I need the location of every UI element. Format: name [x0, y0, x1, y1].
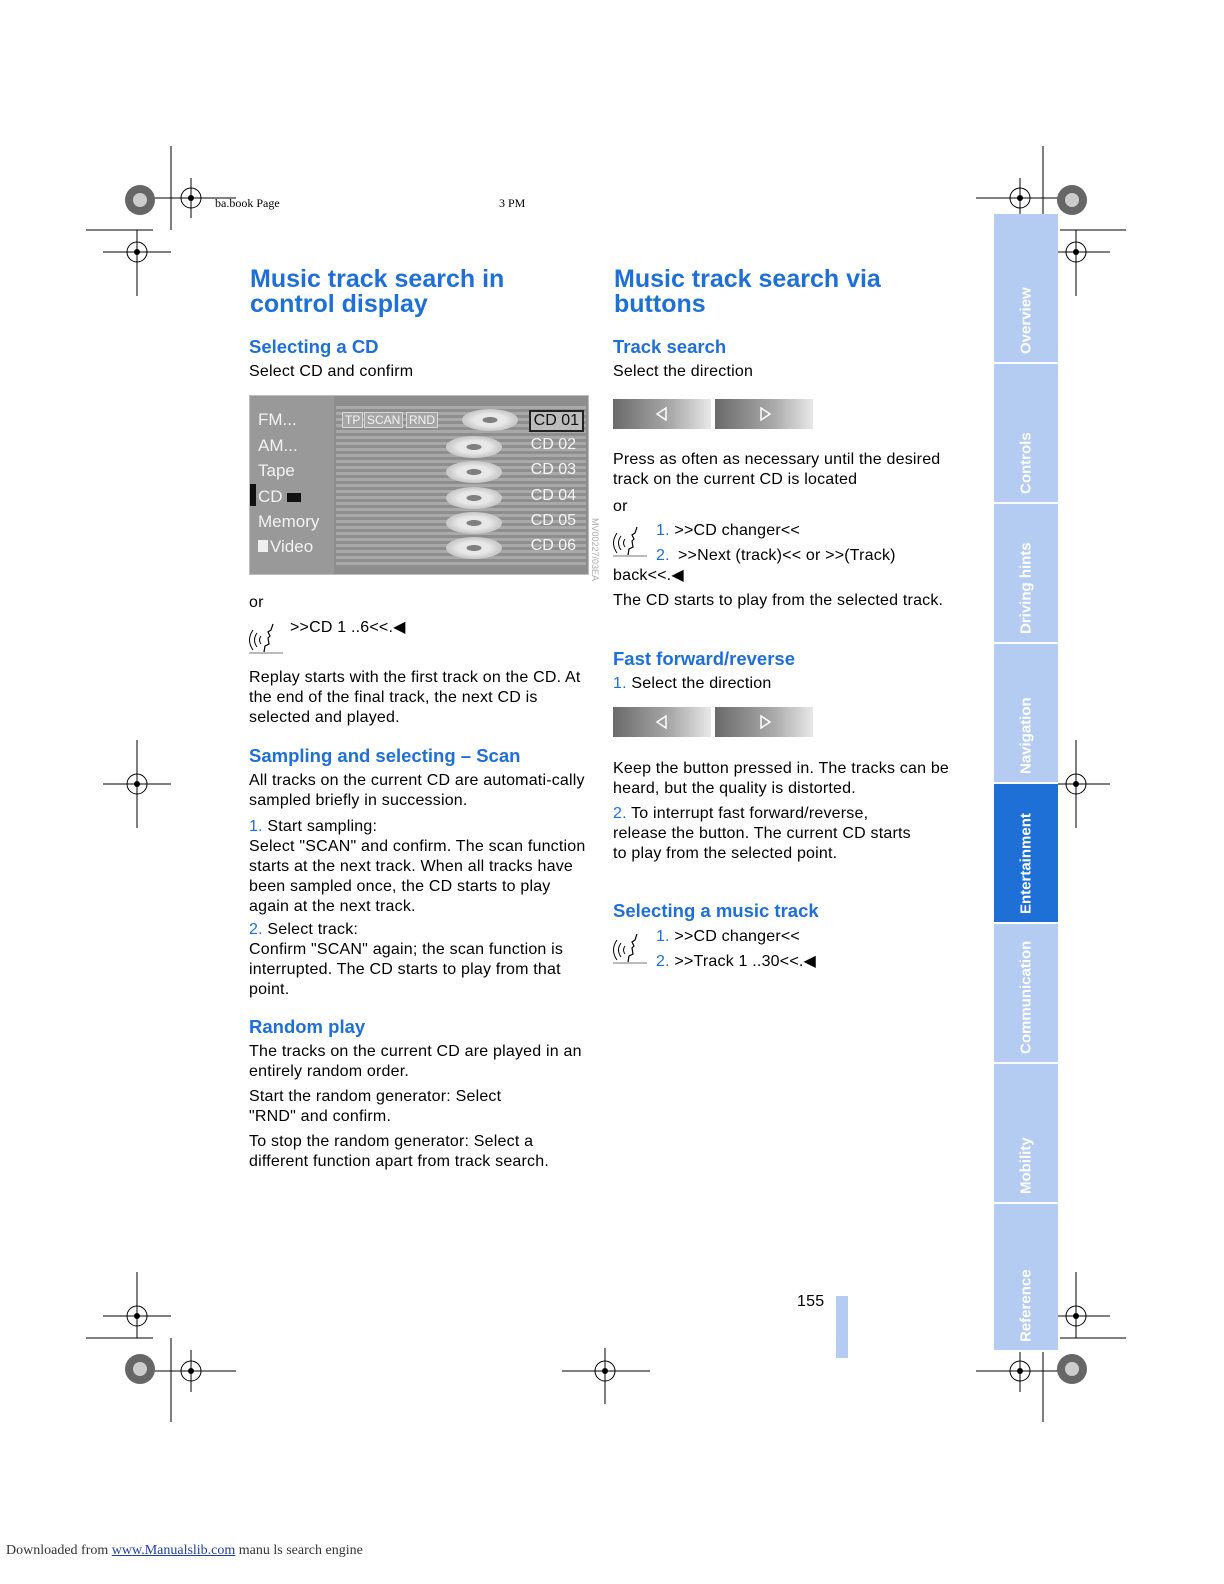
tab-entertainment[interactable] — [994, 784, 1058, 924]
track-search-p1: Press as often as necessary until the desired track on the current CD is located — [613, 451, 941, 488]
selecting-cd-intro: Select CD and confirm — [249, 363, 414, 380]
print-header-left: ba.book Page — [215, 196, 280, 210]
tab-overview[interactable] — [994, 214, 1058, 364]
voice-command-icon — [613, 930, 647, 964]
cd-disc-icon — [446, 461, 502, 483]
menu-item-cd — [258, 487, 301, 507]
random-p2: Start the random generator: Select "RND" and confirm. — [249, 1088, 502, 1125]
end-mark-icon: ◀ — [803, 953, 817, 970]
tab-reference-label: Reference — [1017, 1269, 1035, 1342]
track-back-button — [613, 399, 711, 429]
tab-navigation[interactable] — [994, 644, 1058, 784]
print-header-right: 3 PM — [499, 196, 526, 210]
scan-step-1-body: Select "SCAN" and confirm. The scan function starts at the next track. When all tracks have been sampled once, the CD starts to play again at the next track. — [249, 838, 586, 915]
heading-track-search: Track search — [613, 336, 727, 357]
tab-driving-hints-label: Driving hints — [1017, 542, 1035, 634]
ffwd-step-1-text: Select the direction — [631, 675, 772, 692]
cd-disc-icon — [462, 409, 518, 431]
step-number: 2. — [656, 547, 670, 564]
heading-scan: Sampling and selecting – Scan — [249, 745, 521, 766]
right-title-line1: Music track search via — [614, 265, 881, 293]
left-title — [250, 267, 590, 317]
scan-step-1-title: Start sampling: — [267, 818, 378, 835]
step-number: 1. — [656, 522, 670, 539]
cd-disc-icon — [446, 512, 502, 534]
footer-prefix: Downloaded from — [6, 1543, 112, 1558]
voice-command-icon — [249, 620, 283, 654]
end-mark-icon: ◀ — [671, 567, 684, 584]
select-track-step-2-text: >>Track 1 ..30<<. — [674, 953, 804, 970]
display-menu — [250, 396, 334, 574]
ffwd-step-2-text: To interrupt fast forward/reverse, release the button. The current CD starts to play from the selected point. — [613, 805, 911, 862]
cd-slot-5: CD 05 — [530, 512, 576, 529]
voice-cd-command-text: >>CD 1 ..6<<. — [290, 619, 394, 636]
forward-button — [715, 707, 813, 737]
flag-scan: SCAN — [364, 412, 403, 428]
track-search-intro: Select the direction — [613, 363, 754, 380]
menu-item-tape: Tape — [258, 461, 295, 480]
select-track-step-2 — [656, 952, 816, 972]
menu-item-memory: Memory — [258, 512, 320, 531]
tab-communication[interactable] — [994, 924, 1058, 1064]
tab-controls-label: Controls — [1017, 432, 1035, 494]
step-number: 2. — [249, 921, 263, 938]
reverse-button — [613, 707, 711, 737]
select-track-step-1 — [656, 927, 800, 947]
cd-slot-1: CD 01 — [529, 410, 584, 432]
tab-communication-label: Communication — [1017, 940, 1035, 1054]
select-track-step-1-text: >>CD changer<< — [674, 928, 800, 945]
tab-driving-hints[interactable] — [994, 504, 1058, 644]
ffwd-p1: Keep the button pressed in. The tracks can be heard, but the quality is distorted. — [613, 760, 950, 797]
cd-slot-3: CD 03 — [530, 461, 576, 478]
step-number: 1. — [656, 928, 670, 945]
replay-paragraph: Replay starts with the first track on the CD. At the end of the final track, the next CD is selected and played. — [249, 669, 581, 726]
menu-item-video — [258, 537, 313, 557]
tab-mobility[interactable] — [994, 1064, 1058, 1204]
tab-overview-label: Overview — [1017, 287, 1035, 354]
tab-navigation-label: Navigation — [1017, 697, 1035, 774]
heading-fast-forward: Fast forward/reverse — [613, 648, 796, 669]
voice-cd-command — [290, 618, 406, 638]
tab-controls[interactable] — [994, 364, 1058, 504]
left-title-line1: Music track search in — [250, 265, 505, 293]
step-number: 1. — [613, 675, 627, 692]
cd-slot-6: CD 06 — [530, 537, 576, 554]
voice-step-2-text — [613, 546, 923, 586]
footer-suffix: manu ls search engine — [235, 1543, 363, 1558]
control-display-screenshot — [249, 395, 589, 575]
flag-rnd: RND — [406, 412, 438, 428]
image-id: MV00227/03EA — [590, 518, 600, 582]
cd-disc-icon — [446, 537, 502, 559]
voice-step-1 — [656, 521, 800, 541]
page-number-bar — [836, 1296, 848, 1358]
flag-tp: TP — [342, 412, 363, 428]
menu-item-cd-label: CD — [258, 487, 283, 506]
scan-step-1 — [249, 817, 589, 917]
ffwd-step-2 — [613, 804, 923, 864]
heading-selecting-cd: Selecting a CD — [249, 336, 379, 357]
scan-step-2 — [249, 920, 589, 1000]
video-icon — [258, 540, 268, 552]
menu-item-fm: FM... — [258, 410, 297, 429]
end-mark-icon: ◀ — [393, 619, 406, 636]
heading-random-play: Random play — [249, 1016, 366, 1037]
scan-step-2-body: Confirm "SCAN" again; the scan function is interrupted. The CD starts to play from that point. — [249, 941, 564, 998]
menu-item-video-label: Video — [270, 537, 314, 556]
direction-buttons-ffwd — [613, 707, 813, 737]
left-title-line2: control display — [250, 290, 428, 318]
tab-entertainment-label: Entertainment — [1017, 813, 1035, 914]
menu-cursor — [250, 484, 256, 506]
heading-selecting-track: Selecting a music track — [613, 900, 819, 921]
scan-intro: All tracks on the current CD are automati-cally sampled briefly in succession. — [249, 772, 585, 809]
cd-slot-4: CD 04 — [530, 487, 576, 504]
step-number: 1. — [249, 818, 263, 835]
right-title-line2: buttons — [614, 290, 706, 318]
tab-reference[interactable] — [994, 1204, 1058, 1352]
or-text: or — [613, 498, 628, 515]
cd-slot-2: CD 02 — [530, 436, 576, 453]
cd-active-marker — [287, 493, 301, 502]
voice-step-1-text: >>CD changer<< — [674, 522, 800, 539]
step-number: 2. — [613, 805, 627, 822]
or-text: or — [249, 594, 264, 611]
random-p3: To stop the random generator: Select a different function apart from track search. — [249, 1133, 549, 1170]
step-number: 2. — [656, 953, 670, 970]
page-number: 155 — [797, 1293, 825, 1310]
cd-disc-icon — [446, 436, 502, 458]
track-next-button — [715, 399, 813, 429]
direction-buttons — [613, 399, 813, 429]
download-footer — [6, 1543, 363, 1559]
voice-step-2-command: >>Next (track)<< or >>(Track) back<<. — [613, 547, 896, 584]
tab-mobility-label: Mobility — [1017, 1137, 1035, 1194]
track-search-p2: The CD starts to play from the selected track. — [613, 592, 944, 609]
scan-step-2-title: Select track: — [267, 921, 359, 938]
manualslib-link[interactable]: www.Manualslib.com — [111, 1543, 236, 1558]
random-p1: The tracks on the current CD are played in an entirely random order. — [249, 1043, 582, 1080]
menu-item-am: AM... — [258, 436, 298, 455]
ffwd-step-1 — [613, 674, 771, 694]
cd-disc-icon — [446, 487, 502, 509]
right-title — [614, 267, 954, 317]
